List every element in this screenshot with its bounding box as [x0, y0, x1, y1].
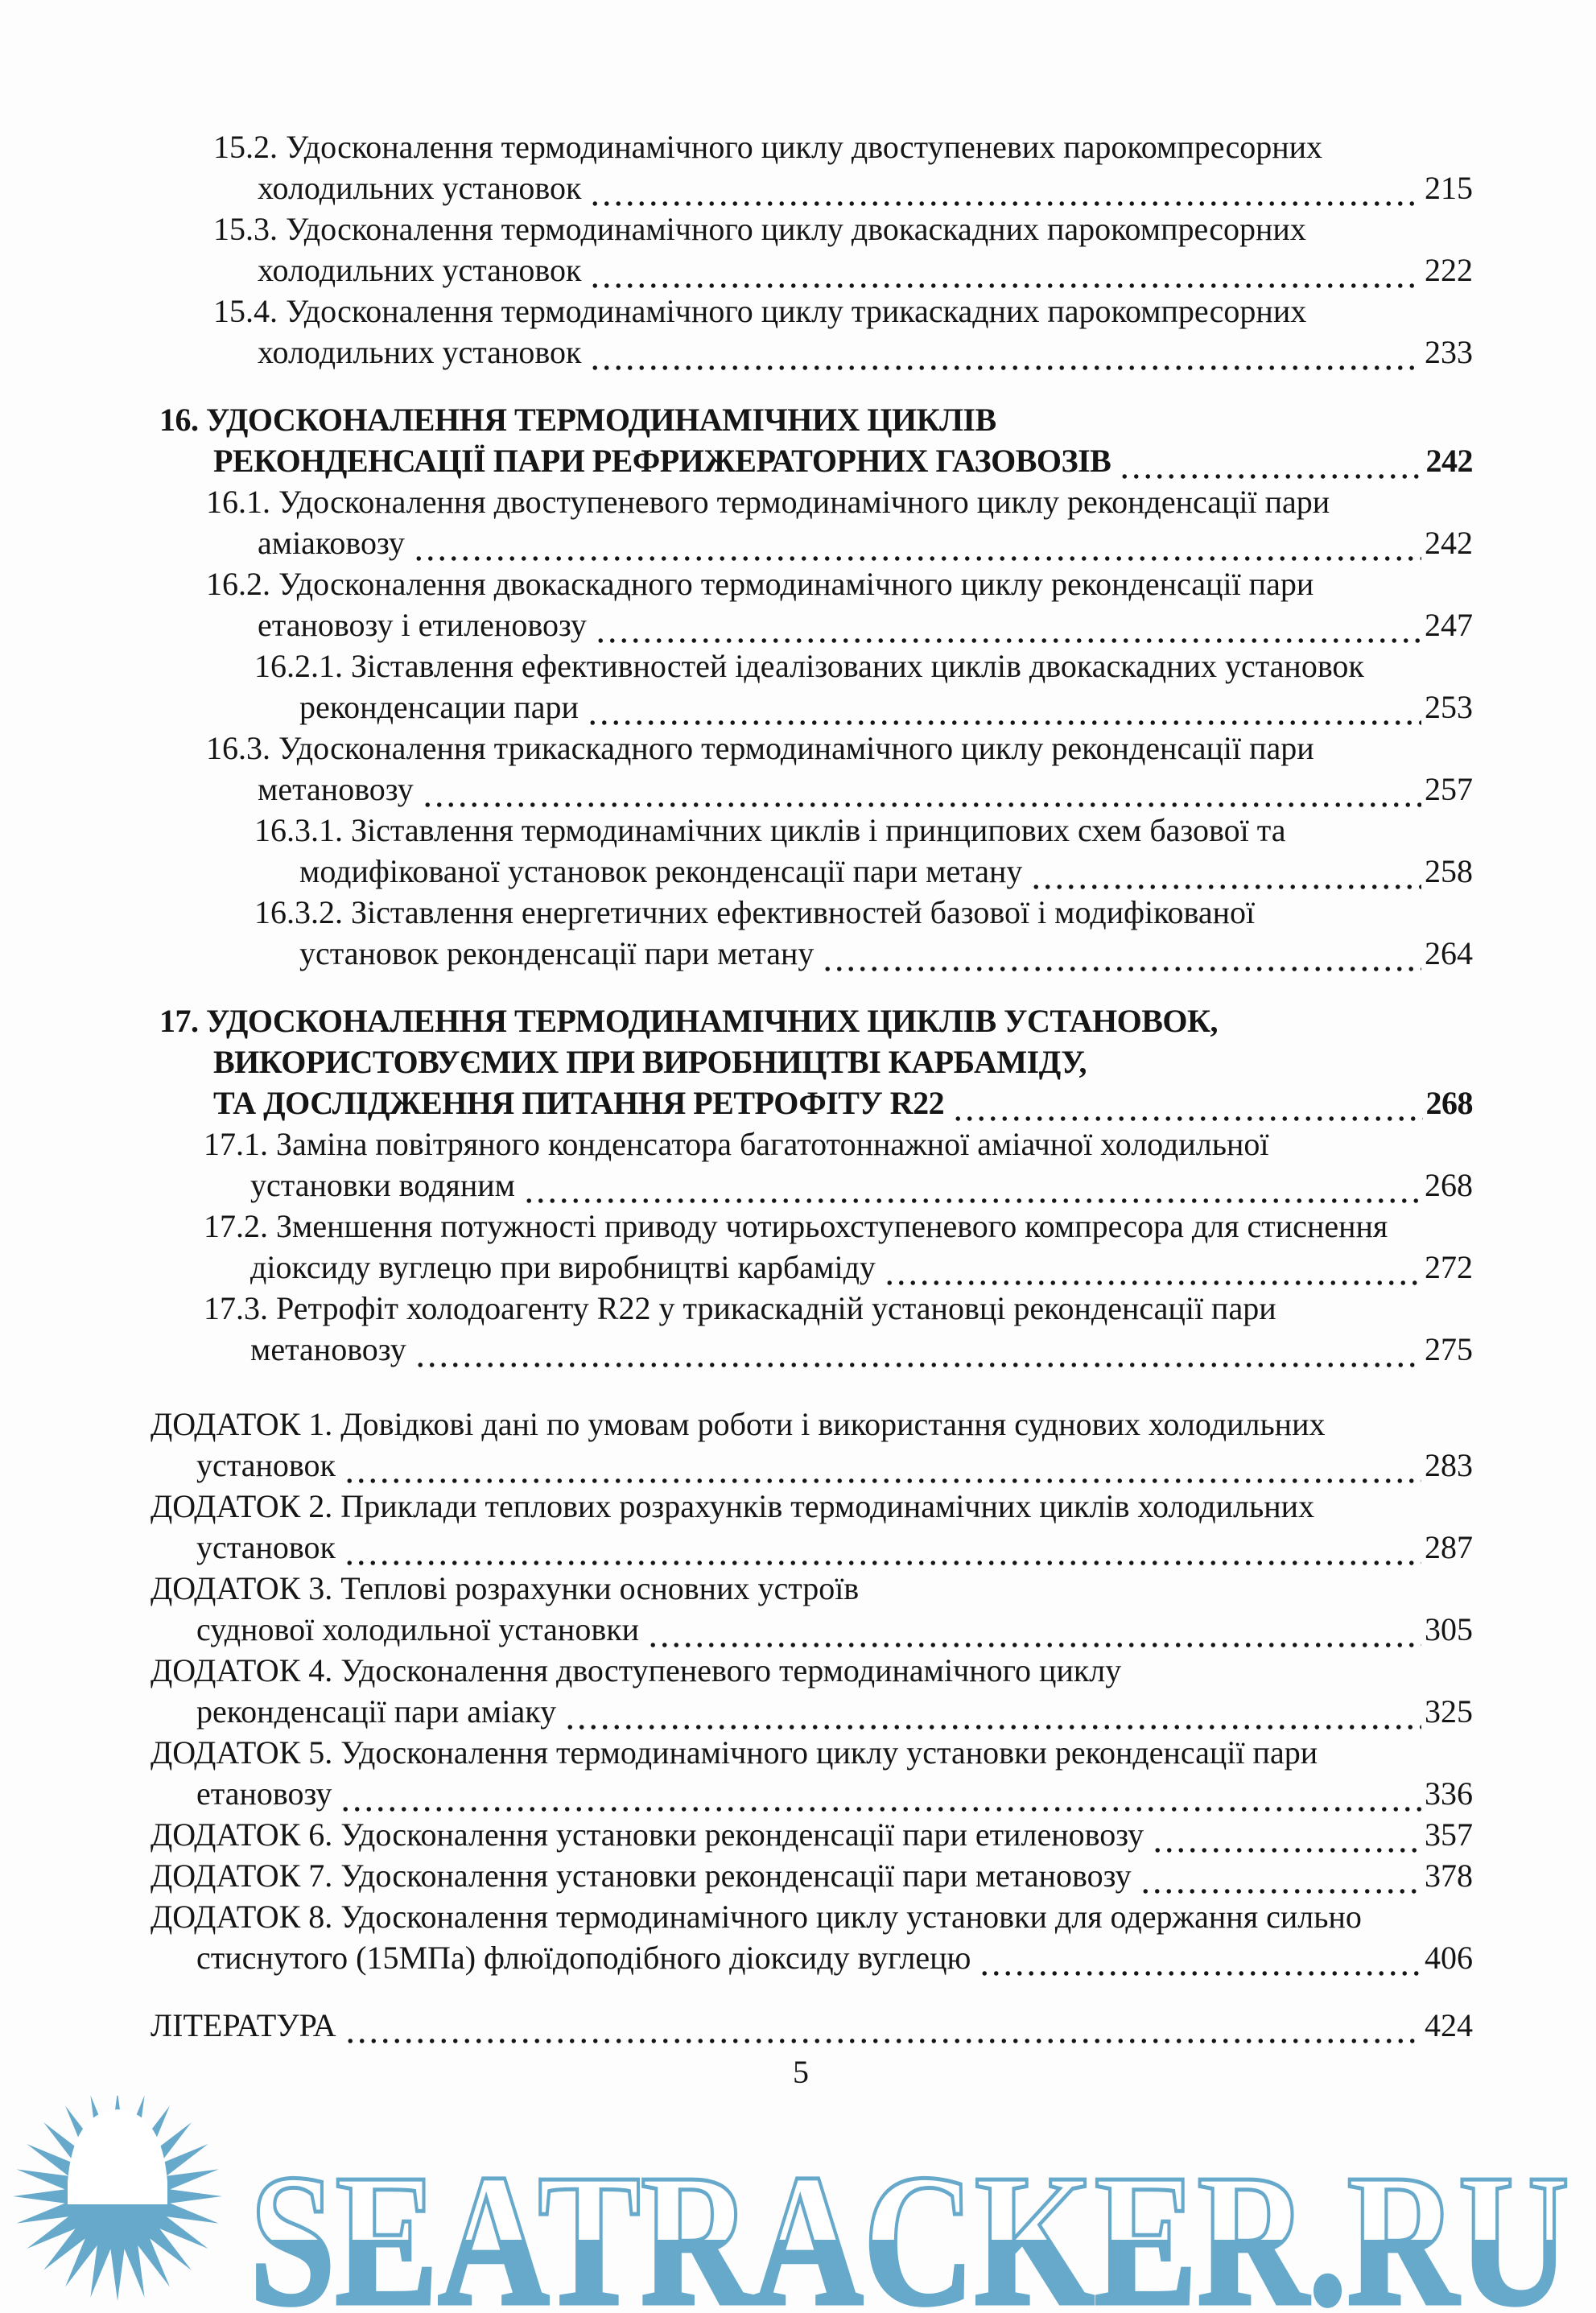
toc-line — [0, 1650, 1596, 1691]
toc-page-number: 357 — [1425, 1816, 1473, 1853]
toc-entry-title: ДОДАТОК 5. Удосконалення термодинамічного циклу установки реконденсації пари — [151, 1734, 1318, 1771]
table-of-contents — [0, 126, 1596, 2046]
dot-leader — [595, 604, 1421, 645]
toc-entry-title: 17.2. Зменшення потужності приводу чотирьохступеневого компресора для стиснення — [204, 1208, 1388, 1244]
toc-page-number: 336 — [1425, 1775, 1473, 1812]
toc-line — [0, 399, 1596, 440]
toc-entry-title: установок — [196, 1447, 336, 1483]
toc-entry-title: метановозу — [250, 1331, 406, 1367]
dot-leader — [413, 522, 1421, 563]
dot-leader — [340, 1773, 1421, 1814]
toc-page-number: 258 — [1425, 853, 1473, 889]
toc-entry[interactable] — [0, 1896, 1596, 1978]
toc-entry-title: стиснутого (15МПа) флюїдоподібного діоксиду вуглецю — [196, 1940, 971, 1976]
toc-entry-title: 17. УДОСКОНАЛЕННЯ ТЕРМОДИНАМІЧНИХ ЦИКЛІВ УСТАНОВОК, — [159, 1003, 1218, 1039]
dot-leader — [884, 1247, 1421, 1288]
toc-entry[interactable] — [0, 1404, 1596, 1486]
toc-entry-title: 17.1. Заміна повітряного конденсатора багатотоннажної аміачної холодильної — [204, 1126, 1269, 1162]
toc-line — [0, 249, 1596, 291]
toc-entry-title: ДОДАТОК 4. Удосконалення двоступеневого термодинамічного циклу — [151, 1652, 1122, 1688]
toc-page-number: 222 — [1425, 252, 1473, 288]
dot-leader — [344, 1527, 1421, 1568]
toc-entry-title: ТА ДОСЛІДЖЕННЯ ПИТАННЯ РЕТРОФІТУ R22 — [213, 1085, 945, 1121]
toc-entry-title: 16.3.2. Зіставлення енергетичних ефективностей базової і модифікованої — [254, 894, 1256, 930]
toc-section — [0, 1404, 1596, 1978]
toc-entry[interactable] — [0, 1124, 1596, 1206]
dot-leader — [344, 1445, 1421, 1486]
toc-line — [0, 1773, 1596, 1814]
toc-line — [0, 291, 1596, 332]
toc-page-number: 233 — [1425, 334, 1473, 370]
toc-entry-title: реконденсації пари аміаку — [196, 1693, 557, 1730]
dot-leader — [589, 249, 1421, 291]
toc-line — [0, 332, 1596, 373]
toc-entry-title: холодильних установок — [258, 252, 582, 288]
toc-page-number: 268 — [1425, 1085, 1473, 1121]
dot-leader — [587, 686, 1421, 728]
toc-page-number: 424 — [1425, 2007, 1473, 2043]
toc-line — [0, 604, 1596, 645]
dot-leader — [344, 2005, 1421, 2046]
dot-leader — [422, 769, 1421, 810]
toc-entry[interactable] — [0, 892, 1596, 974]
dot-leader — [1140, 1855, 1421, 1896]
seatracker-watermark — [0, 2096, 1596, 2313]
toc-entry-title: ДОДАТОК 8. Удосконалення термодинамічного циклу установки для одержання сильно — [151, 1899, 1362, 1935]
toc-line — [0, 1691, 1596, 1732]
toc-line — [0, 1288, 1596, 1329]
toc-entry-title: установок — [196, 1529, 336, 1565]
toc-page-number: 242 — [1425, 443, 1473, 479]
dot-leader — [822, 933, 1421, 974]
toc-line — [0, 1041, 1596, 1082]
toc-line — [0, 851, 1596, 892]
toc-line — [0, 481, 1596, 522]
toc-line — [0, 1000, 1596, 1041]
toc-line — [0, 1486, 1596, 1527]
dot-leader — [589, 332, 1421, 373]
toc-line — [0, 1732, 1596, 1773]
toc-entry-title: 15.3. Удосконалення термодинамічного циклу двокаскадних парокомпресорних — [213, 211, 1306, 247]
toc-entry[interactable] — [0, 1732, 1596, 1814]
toc-line — [0, 563, 1596, 604]
toc-entry-title: РЕКОНДЕНСАЦІЇ ПАРИ РЕФРИЖЕРАТОРНИХ ГАЗОВОЗІВ — [213, 443, 1111, 479]
toc-entry[interactable] — [0, 399, 1596, 481]
toc-entry-title: ДОДАТОК 1. Довідкові дані по умовам роботи і використання суднових холодильних — [151, 1406, 1326, 1442]
toc-line — [0, 208, 1596, 249]
toc-entry[interactable] — [0, 645, 1596, 728]
toc-entry[interactable] — [0, 1288, 1596, 1370]
toc-line — [0, 810, 1596, 851]
toc-entry-title: суднової холодильної установки — [196, 1611, 640, 1647]
toc-entry-title: установок реконденсації пари метану — [299, 935, 814, 971]
dot-leader — [1119, 440, 1422, 481]
dot-leader — [589, 167, 1421, 208]
toc-page-number: 264 — [1425, 935, 1473, 971]
toc-page-number: 257 — [1425, 771, 1473, 807]
toc-line — [0, 126, 1596, 167]
toc-page-number: 275 — [1425, 1331, 1473, 1367]
toc-entry[interactable] — [0, 1206, 1596, 1288]
dot-leader — [952, 1082, 1422, 1124]
toc-entry-title: 16.2.1. Зіставлення ефективностей ідеалізованих циклів двокаскадних установок — [254, 648, 1364, 684]
toc-line — [0, 1937, 1596, 1978]
toc-line — [0, 1082, 1596, 1124]
toc-entry[interactable] — [0, 728, 1596, 810]
toc-entry-title: ДОДАТОК 6. Удосконалення установки реконденсації пари етиленовозу — [151, 1816, 1144, 1853]
toc-entry-title: 16.3. Удосконалення трикаскадного термодинамічного циклу реконденсації пари — [206, 730, 1314, 766]
toc-entry[interactable] — [0, 1814, 1596, 1855]
toc-line — [0, 1609, 1596, 1650]
toc-entry-title: холодильних установок — [258, 170, 582, 206]
toc-line — [0, 892, 1596, 933]
toc-entry-title: 15.4. Удосконалення термодинамічного циклу трикаскадних парокомпресорних — [213, 293, 1307, 329]
toc-entry[interactable] — [0, 563, 1596, 645]
toc-page-number: 325 — [1425, 1693, 1473, 1730]
toc-page-number: 283 — [1425, 1447, 1473, 1483]
toc-page-number: 268 — [1425, 1167, 1473, 1203]
toc-entry-title: 16.1. Удосконалення двоступеневого термодинамічного циклу реконденсації пари — [206, 484, 1330, 520]
toc-entry-title: 15.2. Удосконалення термодинамічного циклу двоступеневих парокомпресорних — [213, 129, 1323, 165]
toc-page-number: 287 — [1425, 1529, 1473, 1565]
toc-section — [0, 1000, 1596, 1370]
toc-entry-title: ДОДАТОК 7. Удосконалення установки реконденсації пари метановозу — [151, 1857, 1132, 1894]
toc-entry-title: реконденсации пари — [299, 689, 579, 725]
toc-entry[interactable] — [0, 1568, 1596, 1650]
toc-entry[interactable] — [0, 1650, 1596, 1732]
toc-entry[interactable] — [0, 2005, 1596, 2046]
toc-page-number: 272 — [1425, 1249, 1473, 1285]
toc-entry-title: 17.3. Ретрофіт холодоагенту R22 у трикаскадній установці реконденсації пари — [204, 1290, 1276, 1326]
toc-entry[interactable] — [0, 1486, 1596, 1568]
toc-page-number: 305 — [1425, 1611, 1473, 1647]
toc-line — [0, 1206, 1596, 1247]
toc-page-number: 242 — [1425, 525, 1473, 561]
dot-leader — [647, 1609, 1421, 1650]
toc-line — [0, 686, 1596, 728]
toc-section — [0, 126, 1596, 373]
toc-entry[interactable] — [0, 1855, 1596, 1896]
toc-entry-title: модифікованої установок реконденсації пари метану — [299, 853, 1023, 889]
toc-entry-title: 16.2. Удосконалення двокаскадного термодинамічного циклу реконденсації пари — [206, 566, 1314, 602]
toc-entry[interactable] — [0, 291, 1596, 373]
toc-entry[interactable] — [0, 208, 1596, 291]
toc-line — [0, 769, 1596, 810]
toc-line — [0, 440, 1596, 481]
dot-leader — [1030, 851, 1421, 892]
toc-section — [0, 399, 1596, 974]
toc-entry-title: ДОДАТОК 2. Приклади теплових розрахунків термодинамічних циклів холодильних — [151, 1488, 1315, 1524]
toc-entry-title: 16.3.1. Зіставлення термодинамічних циклів і принципових схем базової та — [254, 812, 1286, 848]
toc-line — [0, 1165, 1596, 1206]
toc-page-number: 253 — [1425, 689, 1473, 725]
dot-leader — [414, 1329, 1421, 1370]
dot-leader — [523, 1165, 1421, 1206]
toc-entry-title: ДОДАТОК 3. Теплові розрахунки основних устроїв — [151, 1570, 860, 1606]
toc-entry-title: установки водяним — [250, 1167, 515, 1203]
sun-logo-icon — [13, 2096, 222, 2301]
toc-line — [0, 728, 1596, 769]
dot-leader — [564, 1691, 1421, 1732]
toc-entry-title: етановозу — [196, 1775, 332, 1812]
toc-entry-title: холодильних установок — [258, 334, 582, 370]
toc-line — [0, 2005, 1596, 2046]
toc-entry[interactable] — [0, 1000, 1596, 1124]
toc-line — [0, 522, 1596, 563]
toc-entry-title: аміаковозу — [258, 525, 405, 561]
toc-entry-title: ЛІТЕРАТУРА — [151, 2007, 336, 2043]
toc-entry-title: діоксиду вуглецю при виробництві карбаміду — [250, 1249, 876, 1285]
toc-line — [0, 1896, 1596, 1937]
watermark-text: SEATRACKER.RU — [250, 2135, 1569, 2313]
toc-line — [0, 1568, 1596, 1609]
toc-line — [0, 933, 1596, 974]
toc-line — [0, 1855, 1596, 1896]
toc-entry-title: метановозу — [258, 771, 414, 807]
toc-section — [0, 2005, 1596, 2046]
toc-line — [0, 1445, 1596, 1486]
toc-line — [0, 167, 1596, 208]
toc-page-number: 406 — [1425, 1940, 1473, 1976]
toc-line — [0, 1329, 1596, 1370]
page-number: 5 — [793, 2054, 809, 2090]
toc-line — [0, 1404, 1596, 1445]
toc-page-number: 378 — [1425, 1857, 1473, 1894]
toc-entry[interactable] — [0, 810, 1596, 892]
toc-entry[interactable] — [0, 126, 1596, 208]
toc-page-number: 215 — [1425, 170, 1473, 206]
dot-leader — [979, 1937, 1421, 1978]
toc-line — [0, 1247, 1596, 1288]
toc-line — [0, 1814, 1596, 1855]
dot-leader — [1152, 1814, 1421, 1855]
toc-entry-title: ВИКОРИСТОВУЄМИХ ПРИ ВИРОБНИЦТВІ КАРБАМІДУ, — [213, 1044, 1087, 1080]
toc-page-number: 247 — [1425, 607, 1473, 643]
toc-line — [0, 1124, 1596, 1165]
toc-line — [0, 1527, 1596, 1568]
toc-entry-title: етановозу і етиленовозу — [258, 607, 587, 643]
toc-entry[interactable] — [0, 481, 1596, 563]
toc-entry-title: 16. УДОСКОНАЛЕННЯ ТЕРМОДИНАМІЧНИХ ЦИКЛІВ — [159, 402, 996, 438]
toc-line — [0, 645, 1596, 686]
